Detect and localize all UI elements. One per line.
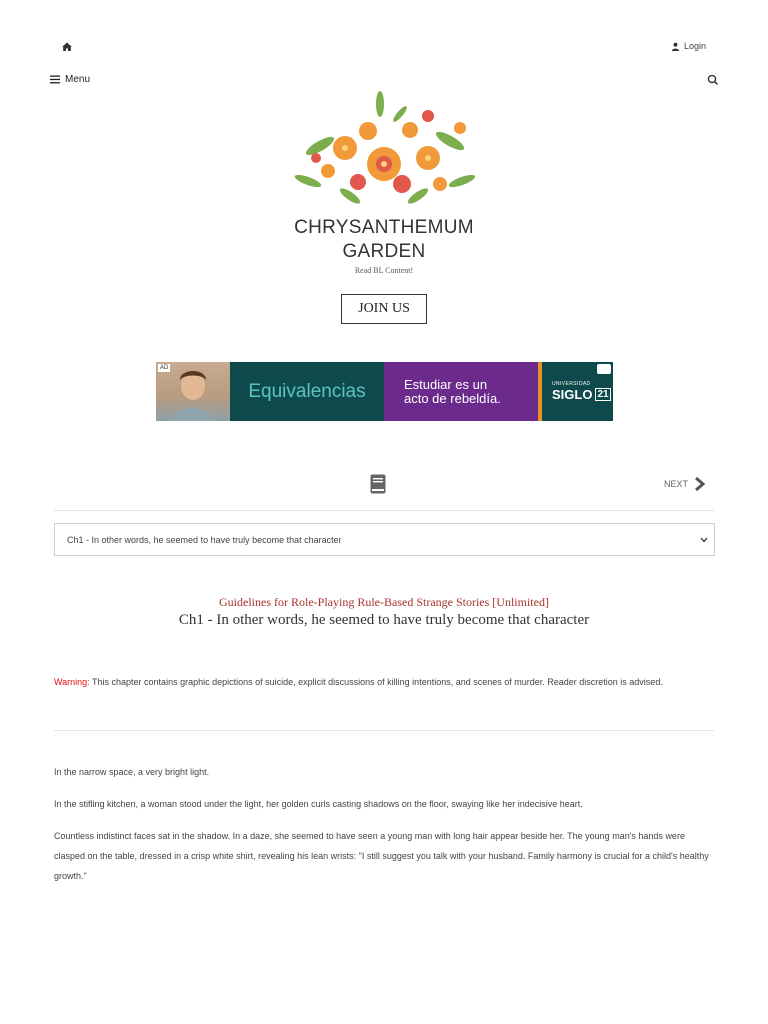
chevron-down-icon [700, 537, 708, 543]
chapter-select[interactable] [54, 523, 715, 556]
chevron-right-icon [694, 476, 706, 492]
menu-button[interactable] [50, 74, 90, 85]
warning-label: Warning: [54, 677, 90, 687]
book-icon[interactable] [370, 474, 386, 494]
novel-title[interactable]: Guidelines for Role-Playing Rule-Based Strange Stories [Unlimited] [219, 595, 549, 609]
chapter-title: Ch1 - In other words, he seemed to have truly become that character [178, 612, 590, 628]
divider [54, 730, 714, 731]
divider [54, 510, 714, 511]
site-title-line-1: CHRYSANTHEMUM [294, 217, 474, 238]
person-icon [156, 362, 230, 421]
ad-brand-name [552, 387, 613, 402]
site-tagline: Read BL Content! [354, 266, 414, 275]
ad-headline: Equivalencias [230, 362, 384, 421]
chapter-paragraph: In the narrow space, a very bright light. [54, 767, 210, 777]
ad-brand-word: SIGLO [552, 387, 593, 402]
login-link[interactable] [671, 41, 706, 51]
chapter-paragraph: In the stifling kitchen, a woman stood under the light, her golden curls casting shadows on the floor, swaying like her indecisive heart. [54, 799, 583, 809]
chapter-paragraph: Countless indistinct faces sat in the shadow. In a daze, she seemed to have seen a young man with long hair appear beside her. The young man's hands were clasped on the table, dressed in a crisp white shirt, revealing his lean wrists: "I still suggest you talk with your husband. Family harmony is crucial for a child's healthy growth." [54, 831, 709, 881]
ad-message-line-2: acto de rebeldía. [404, 390, 501, 406]
site-title-line-2: GARDEN [342, 241, 426, 262]
ad-message [384, 362, 538, 421]
login-label: Login [683, 41, 706, 51]
menu-label: Menu [65, 74, 91, 85]
ad-brand-number: 21 [597, 389, 609, 400]
flower-bouquet-logo[interactable] [280, 86, 488, 216]
next-label: NEXT [663, 479, 688, 489]
ad-brand-small: UNIVERSIDAD [552, 381, 591, 387]
ad-brand [542, 362, 613, 421]
home-icon[interactable] [60, 40, 74, 54]
hamburger-icon [50, 75, 60, 84]
ad-photo [156, 362, 230, 421]
warning-text: This chapter contains graphic depictions of suicide, explicit discussions of killing intentions, and scenes of murder. Reader discretion is advised. [89, 677, 663, 687]
content-warning [54, 674, 714, 691]
ad-tag: AD [160, 365, 169, 371]
ad-info-icon[interactable] [597, 364, 611, 374]
site-title[interactable] [0, 216, 768, 264]
user-icon [671, 42, 680, 51]
join-us-button[interactable]: JOIN US [341, 294, 427, 324]
next-chapter-link[interactable] [664, 476, 706, 492]
search-icon[interactable] [706, 73, 720, 87]
chapter-select-value: Ch1 - In other words, he seemed to have truly become that character [67, 534, 342, 545]
ad-message-line-1: Estudiar es un [404, 376, 488, 392]
advertisement-banner[interactable] [156, 362, 613, 421]
